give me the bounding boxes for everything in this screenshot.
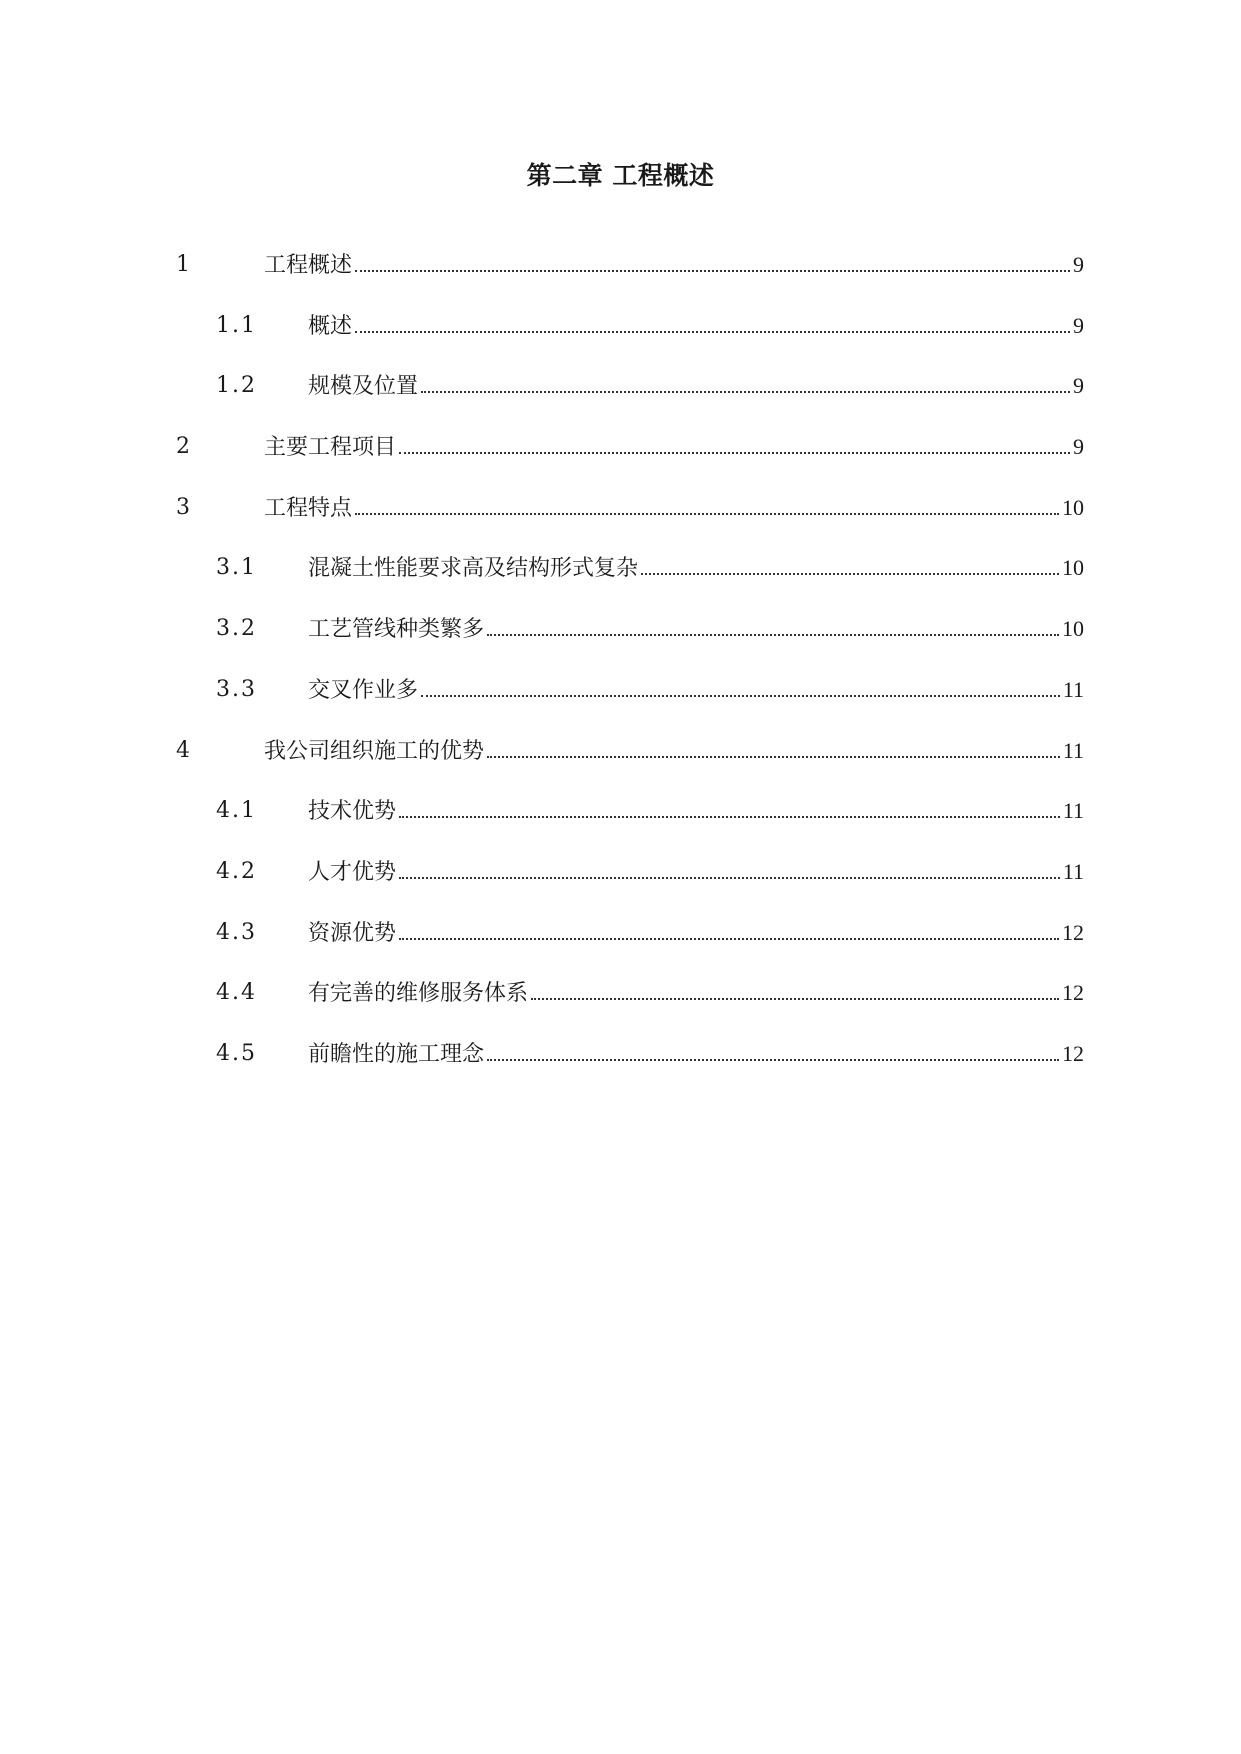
toc-number: 1 (176, 252, 190, 277)
toc-number: 3 (176, 494, 190, 520)
page-title: 第二章 工程概述 (526, 161, 715, 190)
toc-entry[interactable] (0, 675, 1241, 736)
toc-entry[interactable] (0, 371, 1241, 432)
toc-page-number: 12 (1062, 919, 1084, 945)
toc-number: 4 (176, 737, 190, 763)
toc-number: 3.2 (216, 616, 257, 642)
toc-number: 3.3 (216, 676, 257, 702)
toc-page-number: 10 (1062, 616, 1084, 642)
toc-page-number: 12 (1062, 980, 1084, 1006)
toc-title: 交叉作业多 (308, 677, 419, 703)
toc-page-number: 11 (1062, 737, 1084, 763)
toc-title: 规模及位置 (308, 374, 419, 400)
toc-entry[interactable] (0, 796, 1241, 857)
toc-title: 概述 (308, 313, 353, 339)
toc-entry[interactable] (0, 736, 1241, 797)
table-of-contents (0, 250, 1241, 1100)
toc-title: 有完善的维修服务体系 (308, 981, 529, 1007)
toc-dot-leader (421, 675, 1060, 697)
toc-page-number: 9 (1073, 373, 1084, 399)
toc-dot-leader (355, 250, 1070, 272)
toc-dot-leader (399, 432, 1070, 454)
toc-page-number: 10 (1062, 494, 1084, 520)
toc-number: 1.2 (216, 373, 257, 399)
toc-entry[interactable] (0, 614, 1241, 675)
toc-dot-leader (399, 796, 1060, 818)
toc-entry[interactable] (0, 493, 1241, 554)
toc-entry[interactable] (0, 311, 1241, 372)
toc-entry[interactable] (0, 857, 1241, 918)
toc-title: 混凝土性能要求高及结构形式复杂 (308, 556, 639, 582)
toc-page-number: 11 (1062, 858, 1084, 884)
toc-number: 4.4 (216, 980, 257, 1006)
toc-page-number: 9 (1073, 252, 1084, 277)
toc-dot-leader (399, 857, 1060, 879)
toc-number: 4.1 (216, 798, 257, 824)
toc-title: 技术优势 (308, 799, 397, 825)
toc-entry[interactable] (0, 250, 1241, 311)
toc-dot-leader (487, 736, 1060, 758)
toc-title: 工程概述 (264, 253, 353, 278)
toc-dot-leader (487, 1039, 1059, 1061)
toc-dot-leader (355, 493, 1059, 515)
toc-number: 1.1 (216, 312, 257, 338)
toc-number: 4.2 (216, 858, 257, 884)
toc-title: 工程特点 (264, 495, 353, 521)
toc-page-number: 9 (1073, 312, 1084, 338)
toc-number: 3.1 (216, 555, 257, 581)
toc-number: 4.5 (216, 1040, 257, 1066)
toc-dot-leader (487, 614, 1059, 636)
toc-page-number: 12 (1062, 1040, 1084, 1066)
toc-dot-leader (355, 311, 1070, 333)
toc-title: 人才优势 (308, 859, 397, 885)
toc-page-number: 9 (1073, 434, 1084, 460)
toc-title: 前瞻性的施工理念 (308, 1041, 485, 1067)
toc-page-number: 11 (1062, 676, 1084, 702)
toc-dot-leader (399, 918, 1059, 940)
toc-number: 2 (176, 434, 190, 460)
toc-number: 4.3 (216, 919, 257, 945)
toc-entry[interactable] (0, 1039, 1241, 1100)
toc-title: 资源优势 (308, 920, 397, 946)
toc-entry[interactable] (0, 978, 1241, 1039)
toc-entry[interactable] (0, 918, 1241, 979)
toc-entry[interactable] (0, 432, 1241, 493)
toc-dot-leader (641, 553, 1059, 575)
toc-dot-leader (531, 978, 1059, 1000)
toc-title: 主要工程项目 (264, 435, 397, 461)
toc-entry[interactable] (0, 553, 1241, 614)
toc-page-number: 10 (1062, 555, 1084, 581)
toc-title: 工艺管线种类繁多 (308, 617, 485, 643)
toc-page-number: 11 (1062, 798, 1084, 824)
toc-title: 我公司组织施工的优势 (264, 738, 485, 764)
toc-dot-leader (421, 371, 1070, 393)
